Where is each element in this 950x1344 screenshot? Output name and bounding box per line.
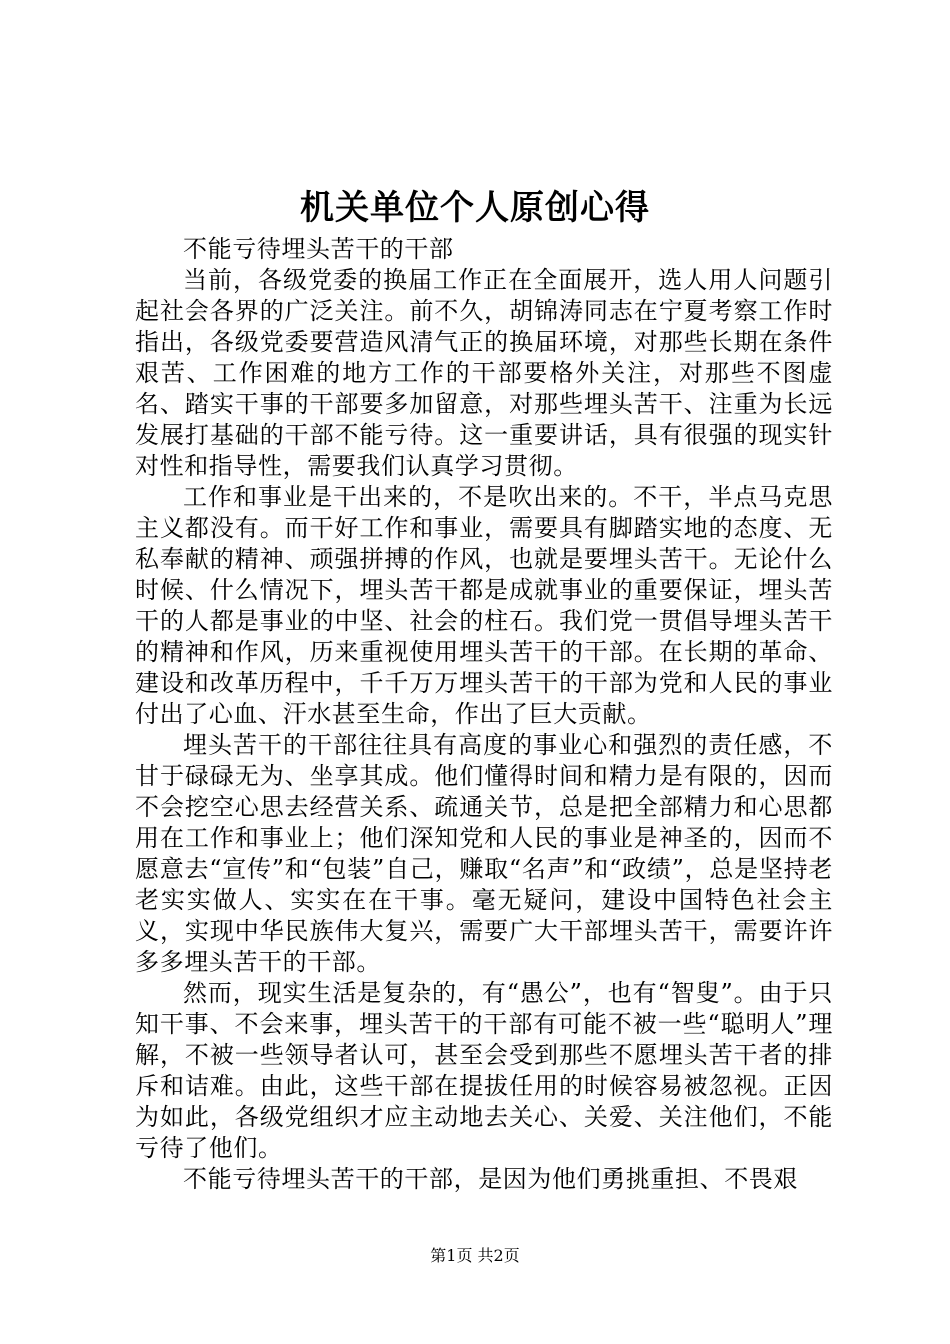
paragraph: 工作和事业是干出来的，不是吹出来的。不干，半点马克思主义都没有。而干好工作和事业，需要具有脚踏实地的态度、无私奉献的精神、顽强拼搏的作风，也就是要埋头苦干。无论什么时候、什么情况下，埋头苦干都是成就事业的重要保证，埋头苦干的人都是事业的中坚、社会的柱石。我们党一贯倡导埋头苦干的精神和作风，历来重视使用埋头苦干的干部。在长期的革命、建设和改革历程中，千千万万埋头苦干的干部为党和人民的事业付出了心血、汗水甚至生命，作出了巨大贡献。 [135, 483, 833, 728]
paragraph-subtitle: 不能亏待埋头苦干的干部 [183, 235, 454, 263]
document-title: 机关单位个人原创心得 [300, 188, 650, 228]
page-number-footer: 第1页 共2页 [430, 1246, 520, 1265]
paragraph: 当前，各级党委的换届工作正在全面展开，选人用人问题引起社会各界的广泛关注。前不久，胡锦涛同志在宁夏考察工作时指出，各级党委要营造风清气正的换届环境，对那些长期在条件艰苦、工作困难的地方工作的干部要格外关注，对那些不图虚名、踏实干事的干部要多加留意，对那些埋头苦干、注重为长远发展打基础的干部不能亏待。这一重要讲话，具有很强的现实针对性和指导性，需要我们认真学习贯彻。 [135, 266, 833, 480]
document-body [135, 234, 833, 1195]
paragraph: 埋头苦干的干部往往具有高度的事业心和强烈的责任感，不甘于碌碌无为、坐享其成。他们懂得时间和精力是有限的，因而不会挖空心思去经营关系、疏通关节，总是把全部精力和心思都用在工作和事业上；他们深知党和人民的事业是神圣的，因而不愿意去“宣传”和“包装”自己，赚取“名声”和“政绩”，总是坚持老老实实做人、实实在在干事。毫无疑问，建设中国特色社会主义，实现中华民族伟大复兴，需要广大干部埋头苦干，需要许许多多埋头苦干的干部。 [135, 731, 833, 976]
paragraph: 不能亏待埋头苦干的干部，是因为他们勇挑重担、不畏艰 [183, 1165, 798, 1193]
paragraph: 然而，现实生活是复杂的，有“愚公”，也有“智叟”。由于只知干事、不会来事，埋头苦干的干部有可能不被一些“聪明人”理解，不被一些领导者认可，甚至会受到那些不愿埋头苦干者的排斥和诘难。由此，这些干部在提拔任用的时候容易被忽视。正因为如此，各级党组织才应主动地去关心、关爱、关注他们，不能亏待了他们。 [135, 979, 833, 1162]
